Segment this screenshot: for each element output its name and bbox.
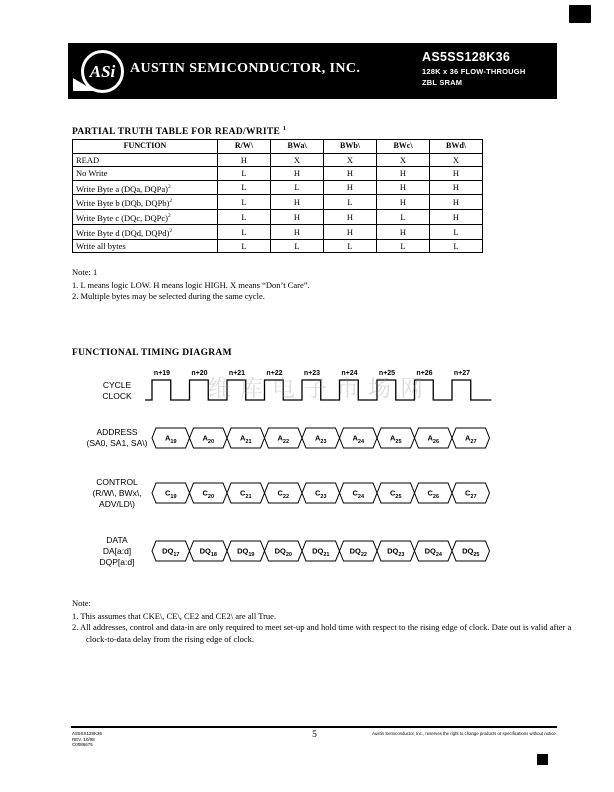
cycle-label: n+20 [191, 370, 208, 377]
address-bus-cell [452, 428, 490, 448]
value-cell: H [324, 210, 377, 225]
timing-row-label: CONTROL [96, 477, 138, 487]
control-bus-cell [377, 483, 415, 503]
footer-doc-line: C0086675 [72, 742, 93, 747]
cycle-label: n+21 [228, 370, 246, 377]
truth-table-notes-list [72, 280, 552, 303]
value-cell: H [324, 167, 377, 181]
control-bus-label: $C_{23}$ [314, 488, 327, 500]
control-bus-label: $C_{20}$ [202, 488, 215, 500]
truth-table-row [73, 167, 483, 181]
truth-table-header-cell: BWc\ [377, 140, 430, 154]
value-cell: H [271, 210, 324, 225]
part-subtitle-1: 128K x 36 FLOW-THROUGH [422, 66, 526, 76]
function-cell: No Write [73, 167, 218, 181]
truth-table-row [73, 180, 483, 195]
value-cell: X [324, 153, 377, 167]
footer-rule [71, 726, 557, 728]
address-bus-label: $A_{24}$ [352, 433, 365, 445]
value-cell: H [430, 210, 483, 225]
truth-table-header-cell: FUNCTION [73, 140, 218, 154]
control-bus-cell [227, 483, 265, 503]
part-number: AS5SS128K36 [422, 50, 511, 64]
note-label: Note: 1 [72, 267, 98, 277]
data-bus-label: $DQ_{20}$ [274, 546, 292, 558]
scan-artifact [537, 754, 548, 765]
control-bus-cell [152, 483, 190, 503]
value-cell: H [271, 224, 324, 239]
value-cell: X [377, 153, 430, 167]
cycle-label: n+27 [453, 370, 471, 377]
address-bus-cell [377, 428, 415, 448]
part-info [422, 50, 525, 87]
timing-svg [72, 362, 555, 574]
timing-title: FUNCTIONAL TIMING DIAGRAM [72, 348, 232, 358]
timing-row-label: (R/W\, BWx\, [92, 488, 142, 498]
control-bus-label: $C_{19}$ [164, 488, 177, 500]
address-bus-label: $A_{27}$ [464, 433, 477, 445]
truth-table [72, 139, 483, 253]
value-cell: L [430, 224, 483, 239]
address-bus-cell [265, 428, 303, 448]
cycle-label: n+26 [416, 370, 433, 377]
truth-table-header-cell: BWb\ [324, 140, 377, 154]
data-bus-label: $DQ_{17}$ [162, 546, 180, 558]
value-cell: L [271, 239, 324, 253]
function-cell: Write Byte a (DQa, DQPa)$^2$ [73, 180, 218, 195]
clock-waveform [145, 380, 492, 400]
cycle-label: n+22 [266, 370, 283, 377]
truth-table-row [73, 210, 483, 225]
value-cell: H [377, 167, 430, 181]
truth-table-header-cell: BWa\ [271, 140, 324, 154]
truth-table-header-row [73, 140, 483, 154]
timing-row-label: CLOCK [102, 391, 132, 401]
page-number: 5 [312, 730, 317, 740]
company-name: AUSTIN SEMICONDUCTOR, INC. [130, 61, 361, 76]
value-cell: L [271, 180, 324, 195]
truth-table-row [73, 224, 483, 239]
address-bus-label: $A_{26}$ [427, 433, 440, 445]
truth-table-title-sup: 1 [282, 126, 287, 132]
value-cell: H [430, 167, 483, 181]
truth-table-row [73, 153, 483, 167]
control-bus-cell [452, 483, 490, 503]
value-cell: H [430, 195, 483, 210]
value-cell: X [430, 153, 483, 167]
control-bus-cell [190, 483, 228, 503]
note-item: 1. This assumes that CKE\, CE\, CE2 and CE2\ are all True. [72, 610, 277, 621]
address-bus-cell [302, 428, 340, 448]
truth-table-row [73, 195, 483, 210]
value-cell: L [324, 239, 377, 253]
data-bus-label: $DQ_{25}$ [462, 546, 480, 558]
control-bus-label: $C_{26}$ [427, 488, 440, 500]
control-bus-cell [415, 483, 453, 503]
control-bus-label: $C_{22}$ [277, 488, 290, 500]
value-cell: L [218, 167, 271, 181]
function-cell: Write Byte b (DQb, DQPb)$^2$ [73, 195, 218, 210]
control-bus-label: $C_{21}$ [239, 488, 252, 500]
control-bus-label: $C_{27}$ [464, 488, 477, 500]
cycle-label: n+19 [153, 370, 171, 377]
truth-table-header-cell: BWd\ [430, 140, 483, 154]
data-bus-label: $DQ_{23}$ [387, 546, 405, 558]
note-item: 2. All addresses, control and data-in are only required to meet set-up and hold time with respect to the rising edge of clock. Date out is valid after a clock-to-data delay from the rising edge of clock. [72, 622, 572, 644]
value-cell: L [324, 195, 377, 210]
data-bus-label: $DQ_{18}$ [199, 546, 217, 558]
data-bus-label: $DQ_{21}$ [312, 546, 330, 558]
note-label: Note: [72, 598, 91, 608]
data-bus-label: $DQ_{19}$ [237, 546, 255, 558]
value-cell: H [430, 180, 483, 195]
data-bus-label: $DQ_{22}$ [349, 546, 367, 558]
footer-doc-line: AS5SS128K36 [72, 731, 103, 736]
cycle-label: n+24 [341, 370, 358, 377]
logo-text: ASi [89, 61, 116, 81]
address-bus-cell [415, 428, 453, 448]
timing-row-label: (SA0, SA1, SA\) [86, 438, 148, 448]
address-bus-cell [227, 428, 265, 448]
value-cell: H [324, 224, 377, 239]
function-cell: READ [73, 153, 218, 167]
value-cell: L [377, 210, 430, 225]
timing-notes-list [72, 611, 578, 646]
address-bus-label: $A_{22}$ [277, 433, 290, 445]
watermark: 维库电子市场网 [208, 376, 432, 402]
truth-table-body [73, 153, 483, 253]
control-bus-cell [340, 483, 378, 503]
address-bus-cell [340, 428, 378, 448]
truth-table-notes [72, 267, 552, 303]
truth-table-title-text: PARTIAL TRUTH TABLE FOR READ/WRITE [72, 127, 281, 138]
value-cell: H [271, 195, 324, 210]
footer-doc-line: REV. 10/98 [72, 736, 95, 742]
value-cell: L [377, 239, 430, 253]
function-cell: Write Byte d (DQd, DQPd)$^2$ [73, 224, 218, 239]
timing-row-label: DQP[a:d] [99, 557, 135, 567]
data-bus-label: $DQ_{24}$ [424, 546, 442, 558]
value-cell: L [218, 224, 271, 239]
timing-row-label: DA[a:d] [102, 546, 132, 556]
timing-row-label: ADV/LD\) [99, 499, 135, 509]
timing-row-label: ADDRESS [96, 427, 138, 437]
value-cell: H [324, 180, 377, 195]
value-cell: L [218, 210, 271, 225]
function-cell: Write all bytes [73, 239, 218, 253]
control-bus-label: $C_{24}$ [352, 488, 365, 500]
value-cell: L [430, 239, 483, 253]
timing-row-label: CYCLE [102, 380, 132, 390]
truth-table-header-cell: R/W\ [218, 140, 271, 154]
value-cell: H [271, 167, 324, 181]
scan-artifact [569, 5, 591, 23]
address-bus-cell [190, 428, 228, 448]
part-subtitle-2: ZBL SRAM [422, 78, 463, 87]
value-cell: L [218, 195, 271, 210]
address-bus-label: $A_{21}$ [239, 433, 252, 445]
truth-table-title [72, 126, 286, 137]
function-cell: Write Byte c (DQc, DQPc)$^2$ [73, 210, 218, 225]
control-bus-cell [302, 483, 340, 503]
address-bus-label: $A_{19}$ [164, 433, 177, 445]
timing-notes [72, 598, 578, 645]
cycle-label: n+25 [378, 370, 396, 377]
control-bus-cell [265, 483, 303, 503]
header-bar [68, 43, 557, 99]
address-bus-cell [152, 428, 190, 448]
note-item: 2. Multiple bytes may be selected during the same cycle. [72, 291, 265, 301]
value-cell: H [377, 180, 430, 195]
footer-disclaimer: Austin Semiconductor, Inc., reserves the right to change products or specifications without notice. [372, 731, 557, 736]
value-cell: L [218, 180, 271, 195]
cycle-label: n+23 [303, 370, 321, 377]
truth-table-row [73, 239, 483, 253]
note-item: 1. L means logic LOW. H means logic HIGH. X means “Don’t Care”. [72, 279, 310, 290]
value-cell: H [218, 153, 271, 167]
value-cell: H [377, 224, 430, 239]
value-cell: H [377, 195, 430, 210]
address-bus-label: $A_{25}$ [389, 433, 402, 445]
value-cell: X [271, 153, 324, 167]
value-cell: L [218, 239, 271, 253]
address-bus-label: $A_{23}$ [314, 433, 327, 445]
control-bus-label: $C_{25}$ [389, 488, 402, 500]
timing-row-label: DATA [106, 535, 128, 545]
asi-logo [74, 47, 126, 95]
address-bus-label: $A_{20}$ [202, 433, 215, 445]
logo-circle-icon [81, 50, 124, 93]
